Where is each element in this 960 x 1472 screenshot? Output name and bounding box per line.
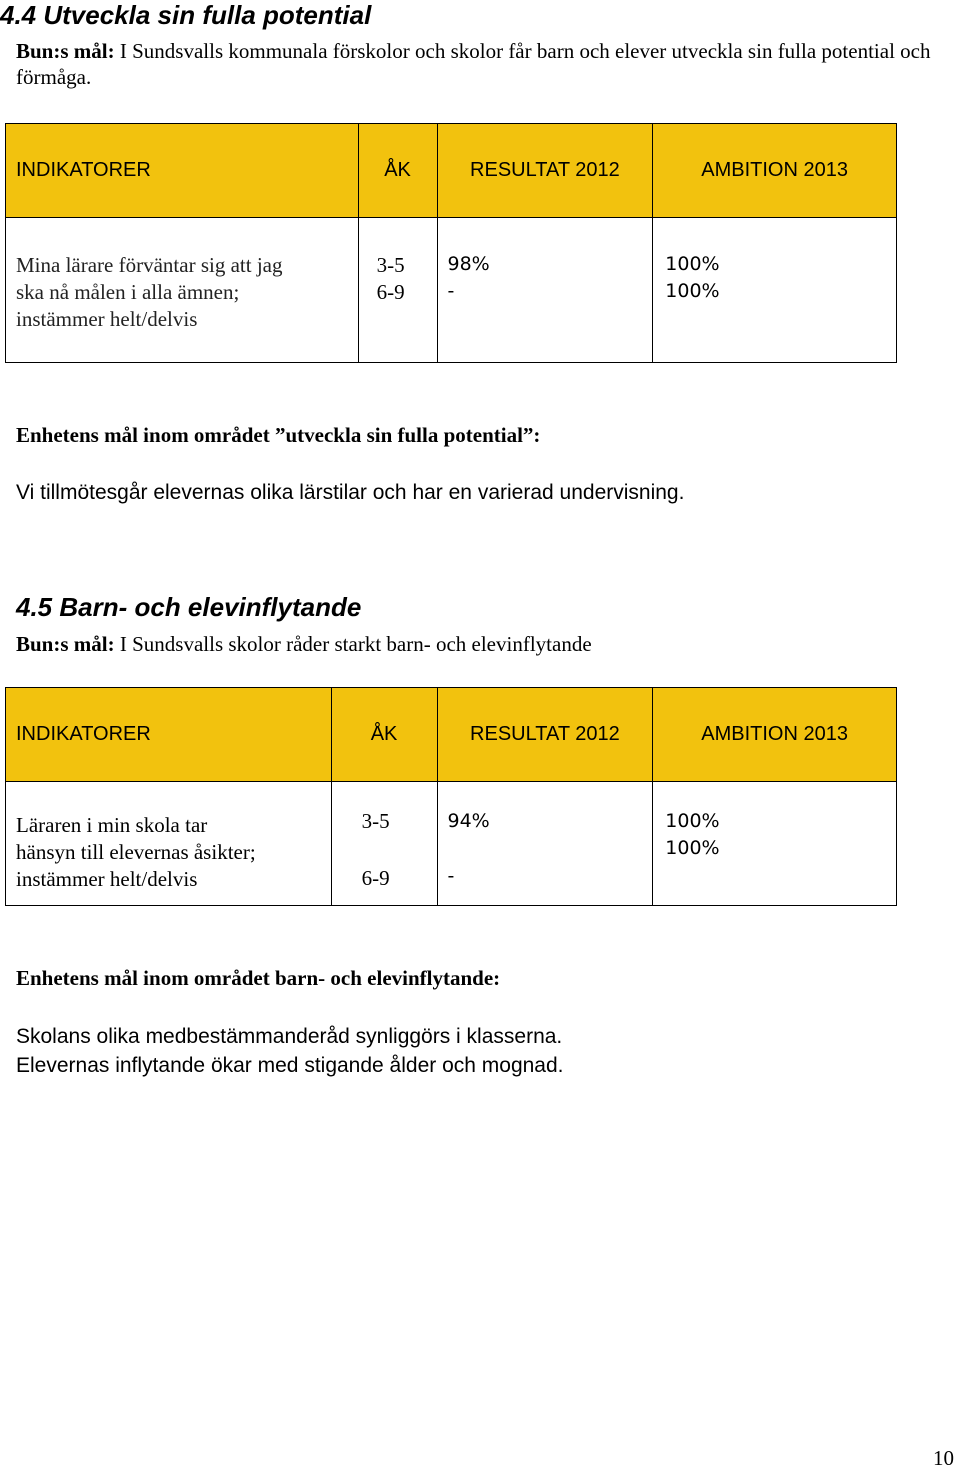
bun-goal-4-5	[16, 631, 936, 657]
goal-text: I Sundsvalls skolor råder starkt barn- och elevinflytande	[119, 632, 592, 656]
indicator-table-4-4	[5, 123, 897, 363]
result-value: 98%	[447, 253, 490, 275]
header-ambition: AMBITION 2013	[653, 688, 897, 782]
indicator-line: instämmer helt/delvis	[16, 307, 198, 331]
unit-goal-line: Elevernas inflytande ökar med stigande ålder och mognad.	[16, 1054, 564, 1077]
header-indikatorer: INDIKATORER	[6, 688, 332, 782]
indicator-cell	[6, 782, 332, 906]
ak-value: 6-9	[361, 866, 390, 890]
indicator-cell	[6, 218, 359, 363]
header-ak: ÅK	[358, 124, 437, 218]
result-value: -	[447, 280, 455, 302]
ak-value: 6-9	[376, 280, 405, 304]
table-header-row	[6, 688, 897, 782]
section-heading-4-4: 4.4 Utveckla sin fulla potential	[0, 0, 372, 30]
indicator-line: ska nå målen i alla ämnen;	[16, 280, 240, 304]
ambition-value: 100%	[665, 810, 720, 832]
bun-goal-4-4	[16, 38, 936, 90]
indicator-line: Mina lärare förväntar sig att jag	[16, 253, 283, 277]
ak-cell	[358, 218, 437, 363]
header-ak: ÅK	[331, 688, 437, 782]
goal-label: Bun:s mål:	[16, 39, 115, 63]
table-header-row	[6, 124, 897, 218]
ambition-cell	[653, 782, 897, 906]
header-indikatorer: INDIKATORER	[6, 124, 359, 218]
indicator-line: instämmer helt/delvis	[16, 867, 198, 891]
goal-text: I Sundsvalls kommunala förskolor och skolor får barn och elever utveckla sin fulla potential och förmåga.	[16, 39, 931, 89]
unit-goal-line: Vi tillmötesgår elevernas olika lärstilar och har en varierad undervisning.	[16, 481, 685, 504]
unit-goal-heading-4-5: Enhetens mål inom området barn- och elevinflytande:	[16, 966, 501, 990]
ak-cell	[331, 782, 437, 906]
ak-value: 3-5	[361, 809, 390, 833]
ak-value: 3-5	[376, 253, 405, 277]
unit-goal-heading-4-4: Enhetens mål inom området ”utveckla sin fulla potential”:	[16, 423, 541, 447]
goal-label: Bun:s mål:	[16, 632, 115, 656]
result-cell	[437, 218, 653, 363]
ambition-value: 100%	[665, 837, 720, 859]
page-number: 10	[933, 1446, 954, 1470]
header-resultat: RESULTAT 2012	[437, 124, 653, 218]
unit-goal-text-4-4	[16, 478, 684, 507]
indicator-line: hänsyn till elevernas åsikter;	[16, 840, 256, 864]
indicator-table-4-5	[5, 687, 897, 906]
header-resultat: RESULTAT 2012	[437, 688, 653, 782]
result-value: 94%	[447, 810, 490, 832]
ambition-cell	[653, 218, 897, 363]
indicator-line: Läraren i min skola tar	[16, 813, 208, 837]
unit-goal-line: Skolans olika medbestämmanderåd synliggörs i klasserna.	[16, 1025, 563, 1048]
result-value: -	[447, 865, 455, 887]
table-row	[6, 782, 897, 906]
result-cell	[437, 782, 653, 906]
unit-goal-text-4-5	[16, 1022, 564, 1080]
section-heading-4-5: 4.5 Barn- och elevinflytande	[16, 592, 362, 622]
table-row	[6, 218, 897, 363]
header-ambition: AMBITION 2013	[653, 124, 897, 218]
ambition-value: 100%	[665, 280, 720, 302]
ambition-value: 100%	[665, 253, 720, 275]
